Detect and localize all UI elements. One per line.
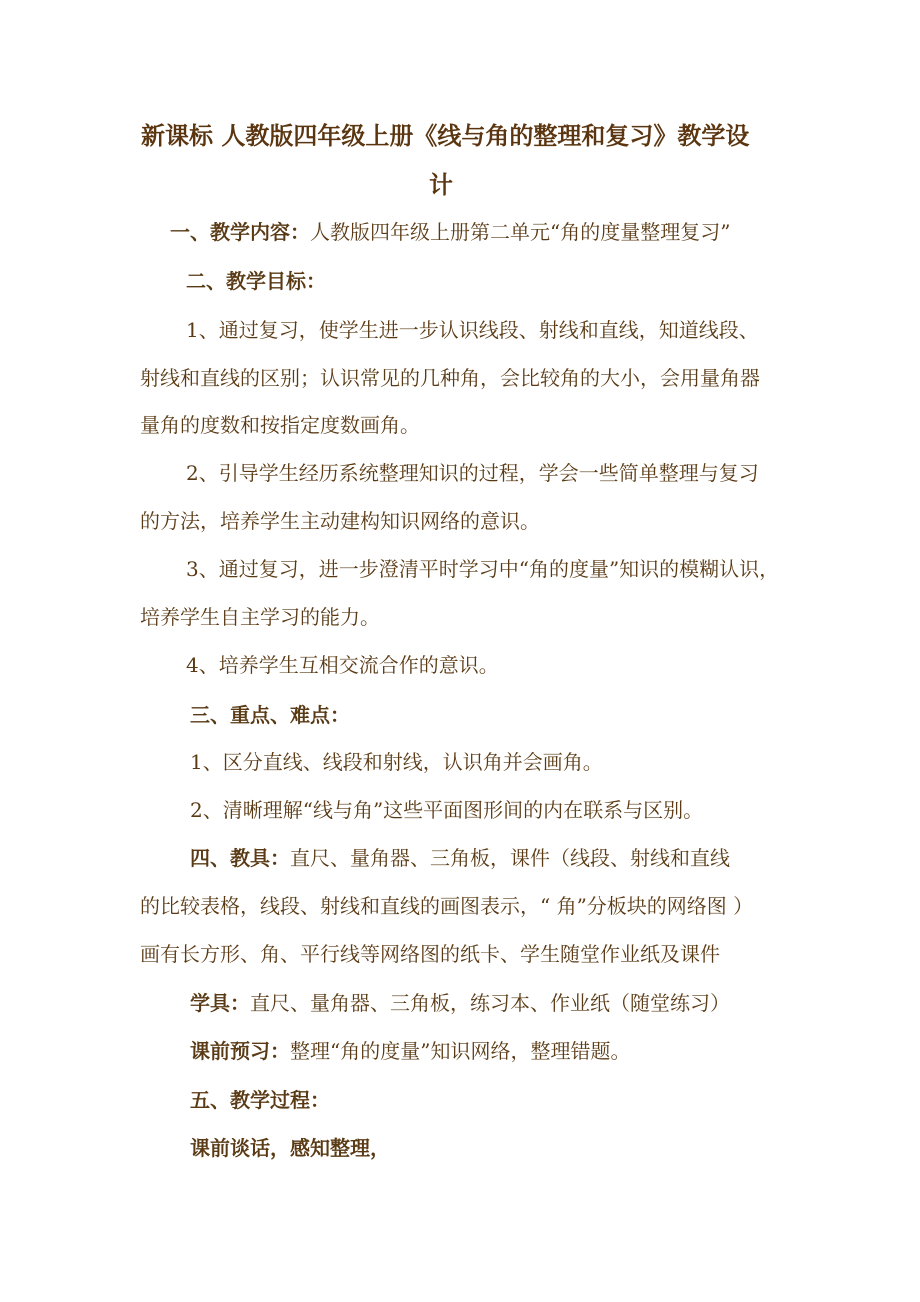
goal-2-line2: 的方法，培养学生主动建构知识网络的意识。 bbox=[140, 509, 540, 533]
teaching-tools-text: 直尺、量角器、三角板，课件（线段、射线和直线 bbox=[290, 846, 730, 870]
student-tools-text: 直尺、量角器、三角板，练习本、作业纸（随堂练习） bbox=[250, 991, 730, 1015]
teaching-tools-line2: 的比较表格，线段、射线和直线的画图表示，“ 角”分板块的网络图 ） bbox=[140, 894, 754, 918]
preview-text: 整理“角的度量”知识网络，整理错题。 bbox=[290, 1039, 631, 1063]
teaching-tools-line1 bbox=[190, 845, 730, 871]
document-title-line2: 计 bbox=[429, 171, 453, 199]
goal-3-line2: 培养学生自主学习的能力。 bbox=[140, 605, 380, 629]
goals-heading: 二、教学目标： bbox=[186, 269, 326, 293]
keypoints-heading: 三、重点、难点： bbox=[190, 703, 350, 727]
teaching-content-text: 人教版四年级上册第二单元“角的度量整理复习” bbox=[310, 220, 731, 244]
teaching-content bbox=[170, 219, 730, 245]
document-title-line1: 新课标 人教版四年级上册《线与角的整理和复习》教学设 bbox=[141, 122, 750, 150]
keypoint-1: 1、区分直线、线段和射线，认识角并会画角。 bbox=[190, 750, 603, 774]
preview bbox=[190, 1038, 630, 1064]
goal-4: 4、培养学生互相交流合作的意识。 bbox=[186, 653, 499, 677]
goal-1-line2: 射线和直线的区别；认识常见的几种角，会比较角的大小，会用量角器 bbox=[140, 366, 760, 390]
teaching-tools-line3: 画有长方形、角、平行线等网络图的纸卡、学生随堂作业纸及课件 bbox=[140, 942, 720, 966]
keypoint-2: 2、清晰理解“线与角”这些平面图形间的内在联系与区别。 bbox=[190, 798, 704, 822]
goal-1-line3: 量角的度数和按指定度数画角。 bbox=[140, 413, 420, 437]
preview-label: 课前预习： bbox=[190, 1039, 290, 1063]
student-tools bbox=[190, 990, 730, 1016]
teaching-content-label: 一、教学内容： bbox=[170, 220, 310, 244]
teaching-tools-label: 四、教具： bbox=[190, 846, 290, 870]
student-tools-label: 学具： bbox=[190, 991, 250, 1015]
process-heading: 五、教学过程： bbox=[190, 1088, 330, 1112]
goal-1-line1: 1、通过复习，使学生进一步认识线段、射线和直线，知道线段、 bbox=[186, 318, 759, 342]
goal-2-line1: 2、引导学生经历系统整理知识的过程，学会一些简单整理与复习 bbox=[186, 461, 759, 485]
pre-class-talk: 课前谈话，感知整理， bbox=[190, 1136, 390, 1160]
goal-3-line1: 3、通过复习，进一步澄清平时学习中“角的度量”知识的模糊认识， bbox=[186, 557, 780, 581]
